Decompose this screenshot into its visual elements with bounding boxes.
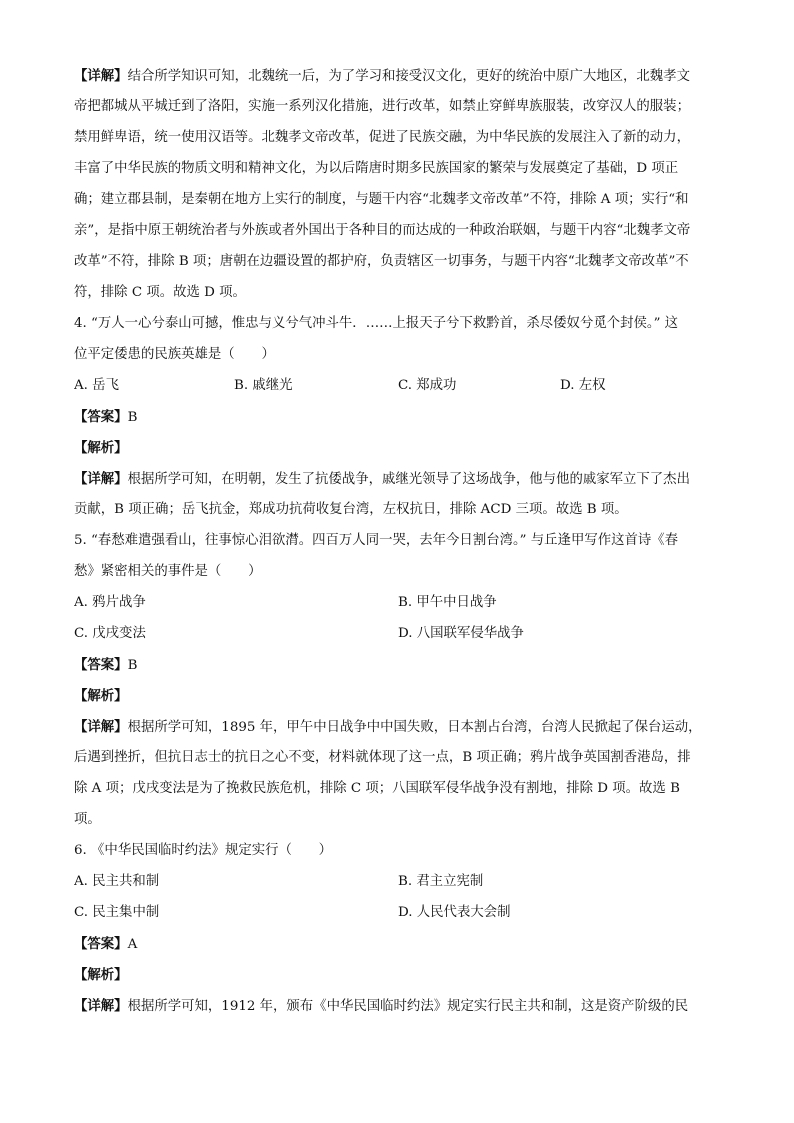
question-stem: 愁》紧密相关的事件是（ ）	[74, 564, 262, 579]
option-c[interactable]: C. 郑成功	[398, 378, 457, 393]
detail-label: 【详解】	[74, 471, 128, 487]
answer-value: A	[127, 937, 138, 952]
option-b[interactable]: B. 君主立宪制	[398, 874, 484, 889]
answer-line	[74, 405, 722, 436]
option-a[interactable]: A. 民主共和制	[74, 874, 160, 889]
option-row	[74, 374, 722, 405]
text-line: 确；建立郡县制，是秦朝在地方上实行的制度，与题干内容“北魏孝文帝改革”不符，排除 A 项；实行“和	[74, 192, 689, 207]
option-a[interactable]: A. 岳飞	[74, 378, 119, 393]
text-line: 【详解】根据所学可知，1912 年，颁布《中华民国临时约法》规定实行民主共和制，这是资产阶级的民	[74, 998, 689, 1014]
text-line: 帝把都城从平城迁到了洛阳，实施一系列汉化措施，进行改革，如禁止穿鲜卑族服装，改穿汉人的服装；	[74, 99, 690, 114]
analysis-label: 【解析】	[74, 440, 128, 456]
option-b[interactable]: B. 甲午中日战争	[398, 595, 497, 610]
option-d[interactable]: D. 人民代表大会制	[398, 905, 511, 920]
analysis-label: 【解析】	[74, 967, 128, 983]
detail-label: 【详解】	[74, 719, 128, 735]
answer-line	[74, 653, 722, 684]
question-5	[74, 529, 722, 839]
answer-label: 【答案】	[74, 936, 128, 952]
text-line: 项。	[74, 812, 101, 827]
text-line: 【详解】结合所学知识可知，北魏统一后，为了学习和接受汉文化，更好的统治中原广大地区，北魏孝文	[74, 68, 690, 84]
text-line: 禁用鲜卑语，统一使用汉语等。北魏孝文帝改革，促进了民族交融，为中华民族的发展注入了新的动力，	[74, 130, 690, 145]
text-line: 后遇到挫折，但抗日志士的抗日之心不变，材料就体现了这一点，B 项正确；鸦片战争英国割香港岛，排	[74, 750, 691, 765]
document-page	[74, 64, 722, 1025]
question-stem: 5. “春愁难遣强看山，往事惊心泪欲潸。四百万人同一哭，去年今日割台湾。” 与丘逢甲写作这首诗《春	[74, 533, 679, 548]
answer-label: 【答案】	[74, 409, 128, 425]
option-row	[74, 622, 722, 653]
question-6	[74, 839, 722, 1025]
option-c[interactable]: C. 民主集中制	[74, 905, 160, 920]
text-line: 丰富了中华民族的物质文明和精神文化，为以后隋唐时期多民族国家的繁荣与发展奠定了基础，D 项正	[74, 161, 679, 176]
text-line: 亲”，是指中原王朝统治者与外族或者外国出于各种目的而达成的一种政治联姻，与题干内容“北魏孝文帝	[74, 223, 691, 238]
question-4	[74, 312, 722, 529]
option-row	[74, 901, 722, 932]
analysis-label: 【解析】	[74, 688, 128, 704]
q3-detail	[74, 64, 722, 312]
option-c[interactable]: C. 戊戌变法	[74, 626, 146, 641]
text-line: 改革”不符，排除 B 项；唐朝在边疆设置的都护府，负责辖区一切事务，与题干内容“北魏孝文帝改革”不	[74, 254, 689, 269]
option-row	[74, 591, 722, 622]
text-line: 贡献，B 项正确；岳飞抗金，郑成功抗荷收复台湾，左权抗日，排除 ACD 三项。故选 B 项。	[74, 502, 628, 517]
detail-label: 【详解】	[74, 998, 128, 1014]
option-b[interactable]: B. 戚继光	[234, 378, 293, 393]
answer-line	[74, 932, 722, 963]
option-a[interactable]: A. 鸦片战争	[74, 595, 146, 610]
option-row	[74, 870, 722, 901]
text-line: 【详解】根据所学可知，1895 年，甲午中日战争中中国失败，日本割占台湾，台湾人民掀起了保台运动，	[74, 719, 702, 735]
text-line: 【详解】根据所学可知，在明朝，发生了抗倭战争，戚继光领导了这场战争，他与他的戚家军立下了杰出	[74, 471, 690, 487]
question-stem: 6. 《中华民国临时约法》规定实行（ ）	[74, 843, 333, 858]
option-d[interactable]: D. 左权	[560, 378, 606, 393]
detail-label: 【详解】	[74, 68, 128, 84]
text-line: 符，排除 C 项。故选 D 项。	[74, 285, 246, 300]
option-d[interactable]: D. 八国联军侵华战争	[398, 626, 524, 641]
question-stem: 位平定倭患的民族英雄是（ ）	[74, 347, 275, 362]
answer-value: B	[127, 410, 138, 425]
answer-label: 【答案】	[74, 657, 128, 673]
text-line: 除 A 项；戊戌变法是为了挽救民族危机，排除 C 项；八国联军侵华战争没有割地，排除 D 项。故选 B	[74, 781, 680, 796]
answer-value: B	[127, 658, 138, 673]
question-stem: 4. “万人一心兮泰山可撼，惟忠与义兮气冲斗牛．……上报天子兮下救黔首，杀尽倭奴兮觅个封侯。” 这	[74, 316, 679, 331]
